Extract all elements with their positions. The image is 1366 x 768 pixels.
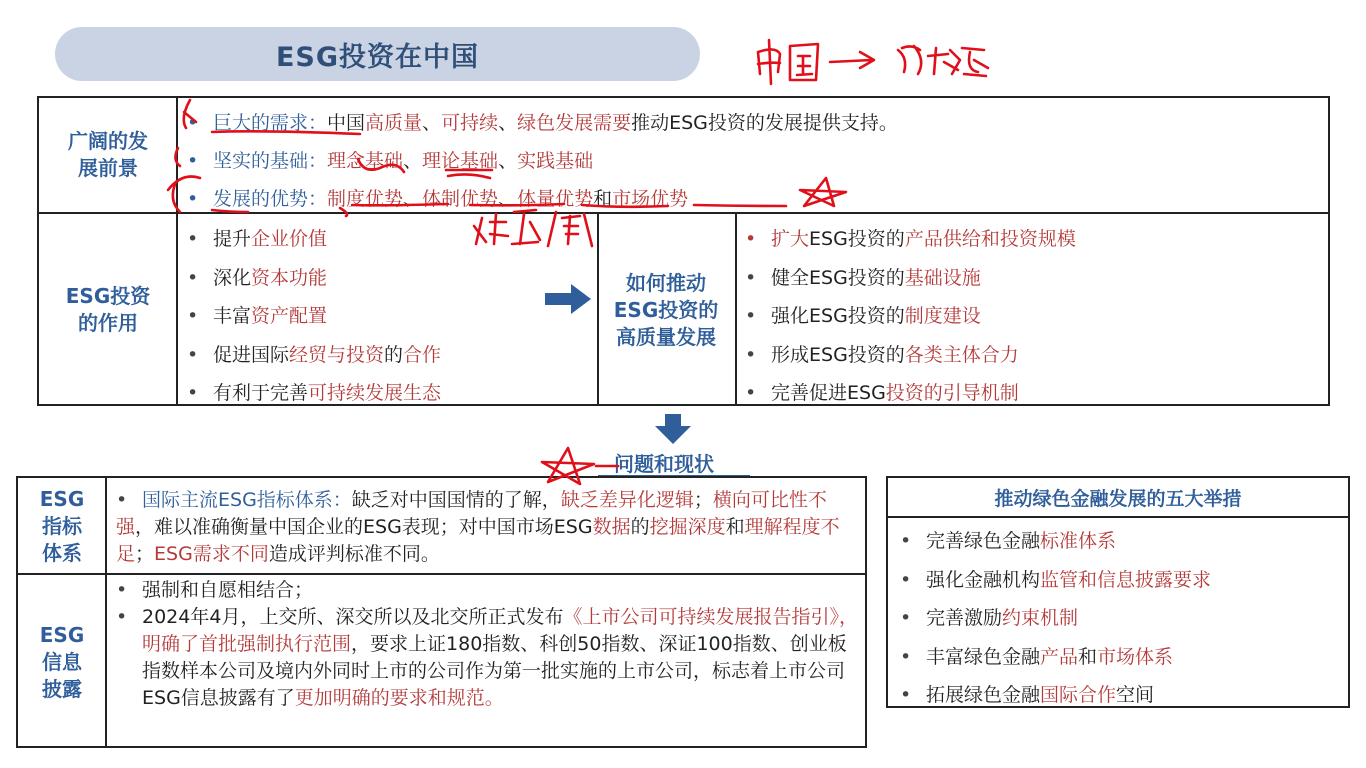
text-segment: 资本功能	[251, 266, 328, 289]
text-segment: 国际合作	[1040, 684, 1117, 706]
text-segment: 有利于完善	[213, 382, 309, 404]
text-segment: 扩大	[771, 228, 810, 250]
text-segment: 制度建设	[904, 305, 981, 327]
bullet-icon: •	[900, 530, 912, 552]
bullet-icon: •	[900, 568, 912, 591]
text-segment: ，难以准确衡量中国企业的ESG表现；对中国市场ESG	[135, 515, 593, 538]
text-segment: 挖掘深度	[649, 515, 726, 538]
how-to-promote-label: 如何推动ESG投资的高质量发展	[613, 270, 719, 349]
text-segment: 各类主体合力	[904, 343, 1019, 366]
disclosure-text: • 强制和自愿相结合； • 2024年4月，上交所、深交所以及北交所正式发布《上市公司可持续发展报告指引》，明确了首批强制执行范围，要求上证180指数、科创50指数、深证100指数、创业板指数样本公司及境内外同时上市的公司作为第一批实施的上市公司，标志着上市公司ESG信息披露有了更加明确的要求和规范。	[116, 579, 858, 709]
text-segment: 、	[422, 112, 442, 134]
text-segment: ESG投资的	[809, 228, 905, 250]
text-segment: 推动ESG投资的发展提供支持。	[631, 112, 898, 134]
disclosure-label: ESG信息披露	[39, 622, 85, 701]
bullet-icon: •	[187, 188, 199, 210]
text-segment: 高质量	[365, 112, 423, 134]
bullet-icon: •	[900, 684, 912, 706]
text-segment: 空间	[1116, 684, 1155, 706]
text-segment: 强化金融机构	[926, 568, 1041, 591]
text-segment: 和	[593, 188, 613, 210]
text-segment: 合作	[403, 343, 442, 366]
text-segment: 丰富	[213, 305, 252, 327]
text-segment: 、	[403, 188, 423, 210]
issues-heading: 问题和现状	[614, 452, 714, 476]
bullet-icon: •	[187, 228, 199, 250]
text-segment: ；	[135, 542, 155, 565]
text-segment: 健全ESG投资的	[771, 266, 905, 289]
text-segment: ；	[693, 489, 713, 511]
text-segment: 理念基础	[327, 150, 404, 172]
bullet-icon: •	[745, 343, 757, 366]
text-segment: 中国	[327, 112, 366, 134]
text-segment: 基础设施	[904, 266, 981, 289]
bullet-icon: •	[187, 266, 199, 289]
text-segment: 企业价值	[251, 228, 328, 250]
text-segment: 市场体系	[1097, 645, 1174, 668]
bullet-icon: •	[187, 112, 199, 134]
text-segment: 强化ESG投资的	[771, 305, 905, 327]
bullet-icon: •	[745, 266, 757, 289]
role-label: ESG投资的作用	[65, 284, 151, 335]
bullet-icon: •	[900, 645, 912, 668]
text-segment: 产品	[1040, 645, 1079, 668]
text-segment: ，要求上证180指数、科创50指数、深证100指数、创业板指数样本公司及境内外同时上市的公司作为第一批实施的上市公司，标志着上市公司ESG信息披露有了	[142, 632, 847, 709]
text-segment: 2024年4月，上交所、深交所以及北交所正式发布	[142, 605, 564, 628]
text-segment: 经贸与投资	[289, 343, 385, 366]
text-segment: 、	[498, 188, 518, 210]
page-title: ESG投资在中国	[275, 41, 480, 73]
text-segment: 标准体系	[1040, 530, 1117, 552]
text-segment: 市场优势	[612, 188, 689, 210]
prospect-heading: 坚实的基础：	[213, 150, 328, 172]
text-segment: 和	[725, 515, 745, 538]
text-segment: 绿色发展需要	[517, 112, 632, 134]
text-segment: 、	[498, 150, 518, 172]
indicator-label: ESG指标体系	[39, 486, 85, 565]
text-segment: 完善绿色金融	[926, 530, 1041, 552]
text-segment: 形成ESG投资的	[771, 343, 905, 366]
prospects-label: 广阔的发展前景	[68, 129, 148, 180]
text-segment: 约束机制	[1002, 607, 1079, 629]
text-segment: 实践基础	[517, 150, 594, 172]
bullet-icon: •	[745, 382, 757, 404]
bullet-icon: •	[187, 305, 199, 327]
text-segment: 产品供给和投资规模	[904, 228, 1076, 250]
text-segment: ESG需求不同	[154, 542, 269, 565]
text-segment: 深化	[213, 266, 252, 289]
bullet-icon: •	[900, 607, 912, 629]
text-segment: 的	[630, 515, 650, 538]
text-segment: 理解程度不足	[116, 515, 840, 565]
text-segment: 数据	[592, 515, 631, 538]
text-segment: 和	[1078, 645, 1098, 668]
prospect-heading: 发展的优势：	[213, 188, 328, 210]
text-segment: 制度优势	[327, 188, 404, 210]
bullet-icon: •	[745, 228, 757, 250]
text-segment: 国际主流ESG指标体系：	[142, 489, 352, 511]
text-segment: 促进国际	[213, 343, 290, 366]
indicator-text: • 国际主流ESG指标体系：缺乏对中国国情的了解，缺乏差异化逻辑；横向可比性不强，难以准确衡量中国企业的ESG表现；对中国市场ESG数据的挖掘深度和理解程度不足；ESG需求不同造成评判标准不同。	[116, 489, 840, 565]
text-segment: 缺乏差异化逻辑	[560, 489, 694, 511]
text-segment: 提升	[213, 228, 252, 250]
text-segment: 丰富绿色金融	[926, 645, 1041, 668]
bullet-icon: •	[187, 150, 199, 172]
bullet-icon: •	[187, 382, 199, 404]
text-segment: 体量优势	[517, 188, 594, 210]
text-segment: 资产配置	[251, 305, 328, 327]
prospect-heading: 巨大的需求：	[213, 112, 328, 134]
text-segment: 监管和信息披露要求	[1040, 568, 1212, 591]
measures-title: 推动绿色金融发展的五大举措	[994, 488, 1242, 510]
bullet-icon: •	[745, 305, 757, 327]
text-segment: 的	[384, 343, 404, 366]
text-segment: 完善促进ESG	[771, 382, 886, 404]
text-segment: 、	[403, 150, 423, 172]
text-segment: 投资的引导机制	[885, 382, 1019, 404]
text-segment: 可持续发展生态	[308, 382, 442, 404]
text-segment: 缺乏对中国国情的了解，	[351, 489, 561, 511]
text-segment: 更加明确的要求和规范。	[294, 686, 504, 709]
text-segment: 《上市公司可持续发展报告指引》，明确了首批强制执行范围	[142, 605, 858, 655]
text-segment: 体制优势	[422, 188, 499, 210]
text-segment: 、	[498, 112, 518, 134]
text-segment: 横向可比性不强	[116, 489, 827, 538]
text-segment: 造成评判标准不同。	[268, 542, 440, 565]
text-segment: 完善激励	[926, 607, 1003, 629]
text-segment: 可持续	[441, 112, 499, 134]
bullet-icon: •	[187, 343, 199, 366]
text-segment: 拓展绿色金融	[926, 684, 1041, 706]
text-segment: 理论基础	[422, 150, 499, 172]
